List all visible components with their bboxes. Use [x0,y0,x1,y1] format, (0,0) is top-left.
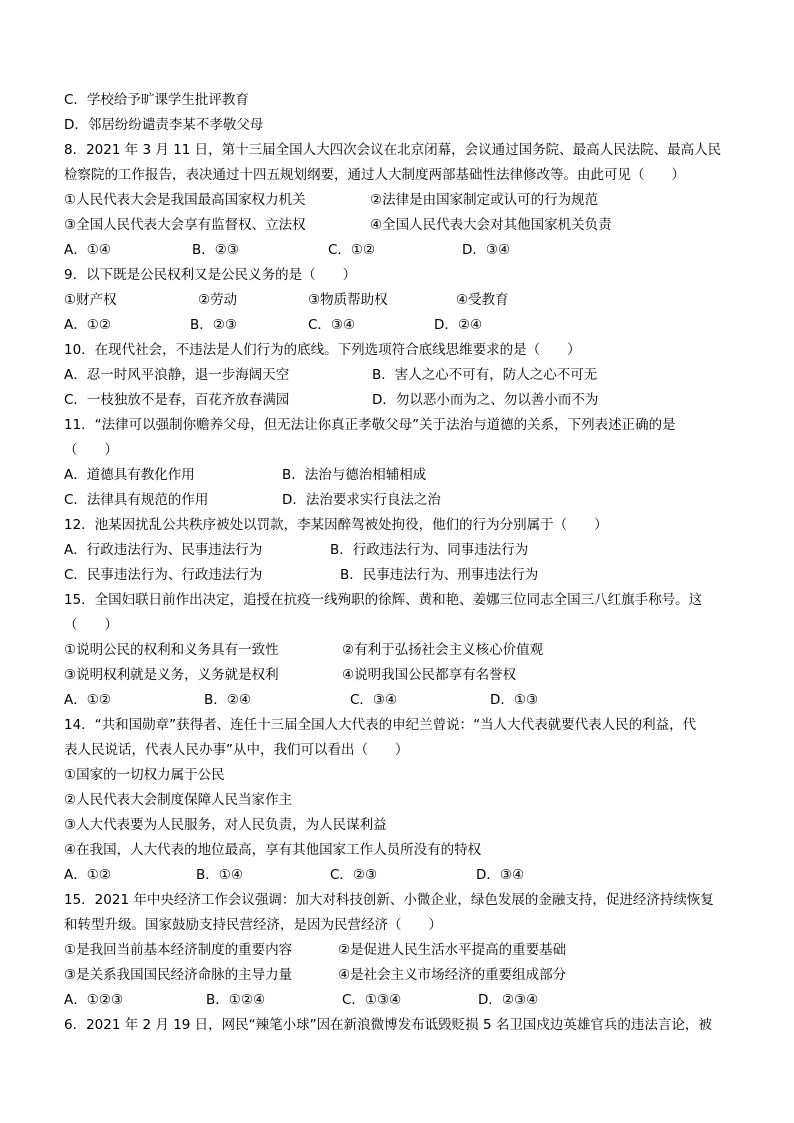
answer-option: D．①③ [490,692,539,708]
question-11-stem: 11．“法律可以强制你赡养父母，但无法让你真正孝敬父母”关于法治与道德的关系，下列表述正确的是 [64,417,676,433]
answer-option: B．②③ [192,242,239,258]
answer-option: C．③④ [308,317,356,333]
answer-option: A．①② [64,317,111,333]
statement: ②法律是由国家制定或认可的行为规范 [370,192,599,208]
statement: ②有利于弘扬社会主义核心价值观 [342,642,544,658]
answer-option: B．①④ [196,867,243,883]
answer-option: A．行政违法行为、民事违法行为 [64,542,263,558]
question-10-stem: 10．在现代社会，不违法是人们行为的底线。下列选项符合底线思维要求的是（ ） [64,342,581,358]
answer-option: D．勿以恶小而为之、勿以善小而不为 [372,392,599,408]
answer-option: D．③④ [462,242,511,258]
statement: ①人民代表大会是我国最高国家权力机关 [64,192,306,208]
answer-option: B．②③ [190,317,237,333]
answer-option: A．道德具有教化作用 [64,467,195,483]
statement: ①财产权 [64,292,117,308]
question-14-stem: 14．“共和国勋章”获得者、连任十三届全国人大代表的申纪兰曾说：“当人大代表就要代表人民的利益，代 [64,717,697,733]
answer-option: B．民事违法行为、刑事违法行为 [340,567,539,583]
statement: ④受教育 [456,292,509,308]
question-12-stem: 12．池某因扰乱公共秩序被处以罚款，李某因醉驾被处拘役，他们的行为分别属于（ ） [64,517,608,533]
question-13-stem: 15．全国妇联日前作出决定，追授在抗疫一线殉职的徐辉、黄和艳、姜娜三位同志全国三八红旗手称号。这 [64,592,703,608]
answer-option: C．一枝独放不是春，百花齐放春满园 [64,392,290,408]
question-16-stem: 6．2021 年 2 月 19 日，网民“辣笔小球”因在新浪微博发布诋毁贬损 5 名卫国戍边英雄官兵的违法言论，被 [64,1017,712,1033]
answer-option: B．害人之心不可有，防人之心不可无 [372,367,598,383]
statement: ②是促进人民生活水平提高的重要基础 [338,942,567,958]
question-9-stem: 9．以下既是公民权利又是公民义务的是（ ） [64,267,357,283]
statement: ③说明权利就是义务，义务就是权利 [64,667,279,683]
statement: ③全国人民代表大会享有监督权、立法权 [64,217,306,233]
answer-option: B．①②④ [206,992,266,1008]
option-line: D．邻居纷纷谴责李某不孝敬父母 [64,117,264,133]
answer-option: C．民事违法行为、行政违法行为 [64,567,263,583]
statement: ①国家的一切权力属于公民 [64,767,225,783]
question-13-stem: （ ） [64,617,118,633]
answer-option: A．①② [64,867,111,883]
answer-option: B．行政违法行为、同事违法行为 [330,542,529,558]
answer-option: A．忍一时风平浪静，退一步海阔天空 [64,367,290,383]
statement: ③人大代表要为人民服务，对人民负责，为人民谋利益 [64,817,387,833]
statement: ④说明我国公民都享有名誉权 [342,667,517,683]
answer-option: D．③④ [476,867,525,883]
answer-option: C．②③ [330,867,378,883]
answer-option: D．②④ [434,317,483,333]
statement: ④是社会主义市场经济的重要组成部分 [338,967,567,983]
question-15-stem: 和转型升级。国家鼓励支持民营经济，是因为民营经济（ ） [64,917,442,933]
statement: ③是关系我国国民经济命脉的主导力量 [64,967,293,983]
statement: ②劳动 [198,292,238,308]
question-15-stem: 15．2021 年中央经济工作会议强调：加大对科技创新、小微企业，绿色发展的金融支持，促进经济持续恢复 [64,892,714,908]
answer-option: A．①④ [64,242,111,258]
question-11-stem: （ ） [64,442,118,458]
answer-option: C．法律具有规范的作用 [64,492,209,508]
statement: ②人民代表大会制度保障人民当家作主 [64,792,293,808]
option-line: C．学校给予旷课学生批评教育 [64,92,249,108]
answer-option: C．①③④ [342,992,402,1008]
answer-option: D．②③④ [478,992,539,1008]
answer-option: A．①②③ [64,992,124,1008]
answer-option: C．①② [328,242,376,258]
statement: ③物质帮助权 [308,292,388,308]
statement: ④在我国，人大代表的地位最高，享有其他国家工作人员所没有的特权 [64,842,482,858]
statement: ④全国人民代表大会对其他国家机关负责 [370,217,612,233]
answer-option: A．①② [64,692,111,708]
answer-option: B．②④ [204,692,251,708]
statement: ①说明公民的权利和义务具有一致性 [64,642,279,658]
answer-option: D．法治要求实行良法之治 [282,492,441,508]
answer-option: C．③④ [350,692,398,708]
question-14-stem: 表人民说话，代表人民办事”从中，我们可以看出（ ） [64,742,409,758]
question-8-stem: 8．2021 年 3 月 11 日，第十三届全国人大四次会议在北京闭幕，会议通过国务院、最高人民法院、最高人民 [64,142,722,158]
answer-option: B．法治与德治相辅相成 [282,467,427,483]
statement: ①是我回当前基本经济制度的重要内容 [64,942,293,958]
question-8-stem: 检察院的工作报告，表决通过十四五规划纲要，通过人大制度两部基础性法律修改等。由此可见（ ） [64,167,685,183]
